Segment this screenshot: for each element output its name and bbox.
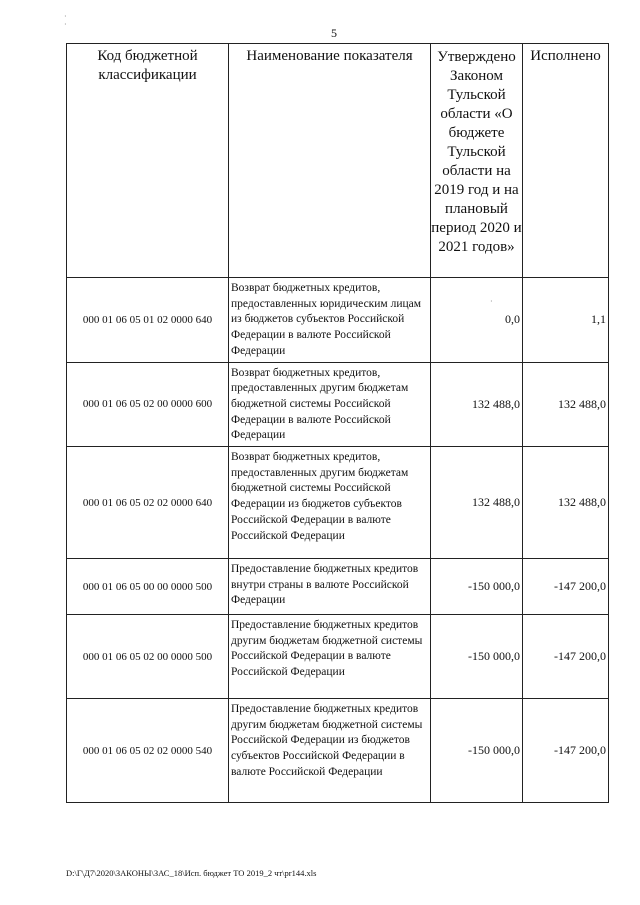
row-name: Предоставление бюджетных кредитов другим бюджетам бюджетной системы Российской Федерации из бюджетов субъектов Российской Федерации в валюте Российской Федерации [229, 699, 431, 803]
row-name: Возврат бюджетных кредитов, предоставленных другим бюджетам бюджетной системы Российской Федерации в валюте Российской Федерации [229, 362, 431, 447]
row-approved: -150 000,0 [431, 559, 523, 615]
row-approved: 0,0 [431, 278, 523, 363]
scan-speck: · [64, 12, 67, 21]
header-approved: Утверждено Законом Тульской области «О бюджете Тульской области на 2019 год и на плановый период 2020 и 2021 годов» [431, 44, 523, 278]
row-approved: -150 000,0 [431, 615, 523, 699]
row-code: 000 01 06 05 02 02 0000 640 [67, 447, 229, 559]
header-executed: Исполнено [523, 44, 609, 278]
budget-table [66, 43, 609, 803]
table-row [67, 362, 609, 447]
row-name: Возврат бюджетных кредитов, предоставленных другим бюджетам бюджетной системы Российской Федерации из бюджетов субъектов Российской Федерации в валюте Российской Федерации [229, 447, 431, 559]
page-number: 5 [331, 26, 337, 40]
row-code: 000 01 06 05 02 00 0000 600 [67, 362, 229, 447]
row-executed: -147 200,0 [523, 699, 609, 803]
header-name: Наименование показателя [229, 44, 431, 278]
row-code: 000 01 06 05 02 00 0000 500 [67, 615, 229, 699]
row-code: 000 01 06 05 00 00 0000 500 [67, 559, 229, 615]
row-approved: -150 000,0 [431, 699, 523, 803]
row-name: Предоставление бюджетных кредитов другим бюджетам бюджетной системы Российской Федерации в валюте Российской Федерации [229, 615, 431, 699]
row-name: Предоставление бюджетных кредитов внутри страны в валюте Российской Федерации [229, 559, 431, 615]
table-row [67, 278, 609, 363]
row-code: 000 01 06 05 01 02 0000 640 [67, 278, 229, 363]
row-executed: -147 200,0 [523, 559, 609, 615]
budget-table-container [66, 43, 609, 803]
table-row [67, 615, 609, 699]
row-code: 000 01 06 05 02 02 0000 540 [67, 699, 229, 803]
header-code: Код бюджетной классификации [67, 44, 229, 278]
row-executed: -147 200,0 [523, 615, 609, 699]
row-name: Возврат бюджетных кредитов, предоставленных юридическим лицам из бюджетов субъектов Российской Федерации в валюте Российской Федерации [229, 278, 431, 363]
row-approved: 132 488,0 [431, 447, 523, 559]
row-executed: 1,1 [523, 278, 609, 363]
scan-speck: · [64, 20, 67, 29]
row-approved: 132 488,0 [431, 362, 523, 447]
scan-speck: · [490, 297, 493, 306]
file-path-footer: D:\Г\Д7\2020\ЗАКОНЫ\ЗАС_18\Исп. бюджет ТО 2019_2 чт\pr144.xls [66, 868, 317, 878]
row-executed: 132 488,0 [523, 447, 609, 559]
table-header-row [67, 44, 609, 278]
table-row [67, 699, 609, 803]
table-row [67, 447, 609, 559]
table-row [67, 559, 609, 615]
row-executed: 132 488,0 [523, 362, 609, 447]
